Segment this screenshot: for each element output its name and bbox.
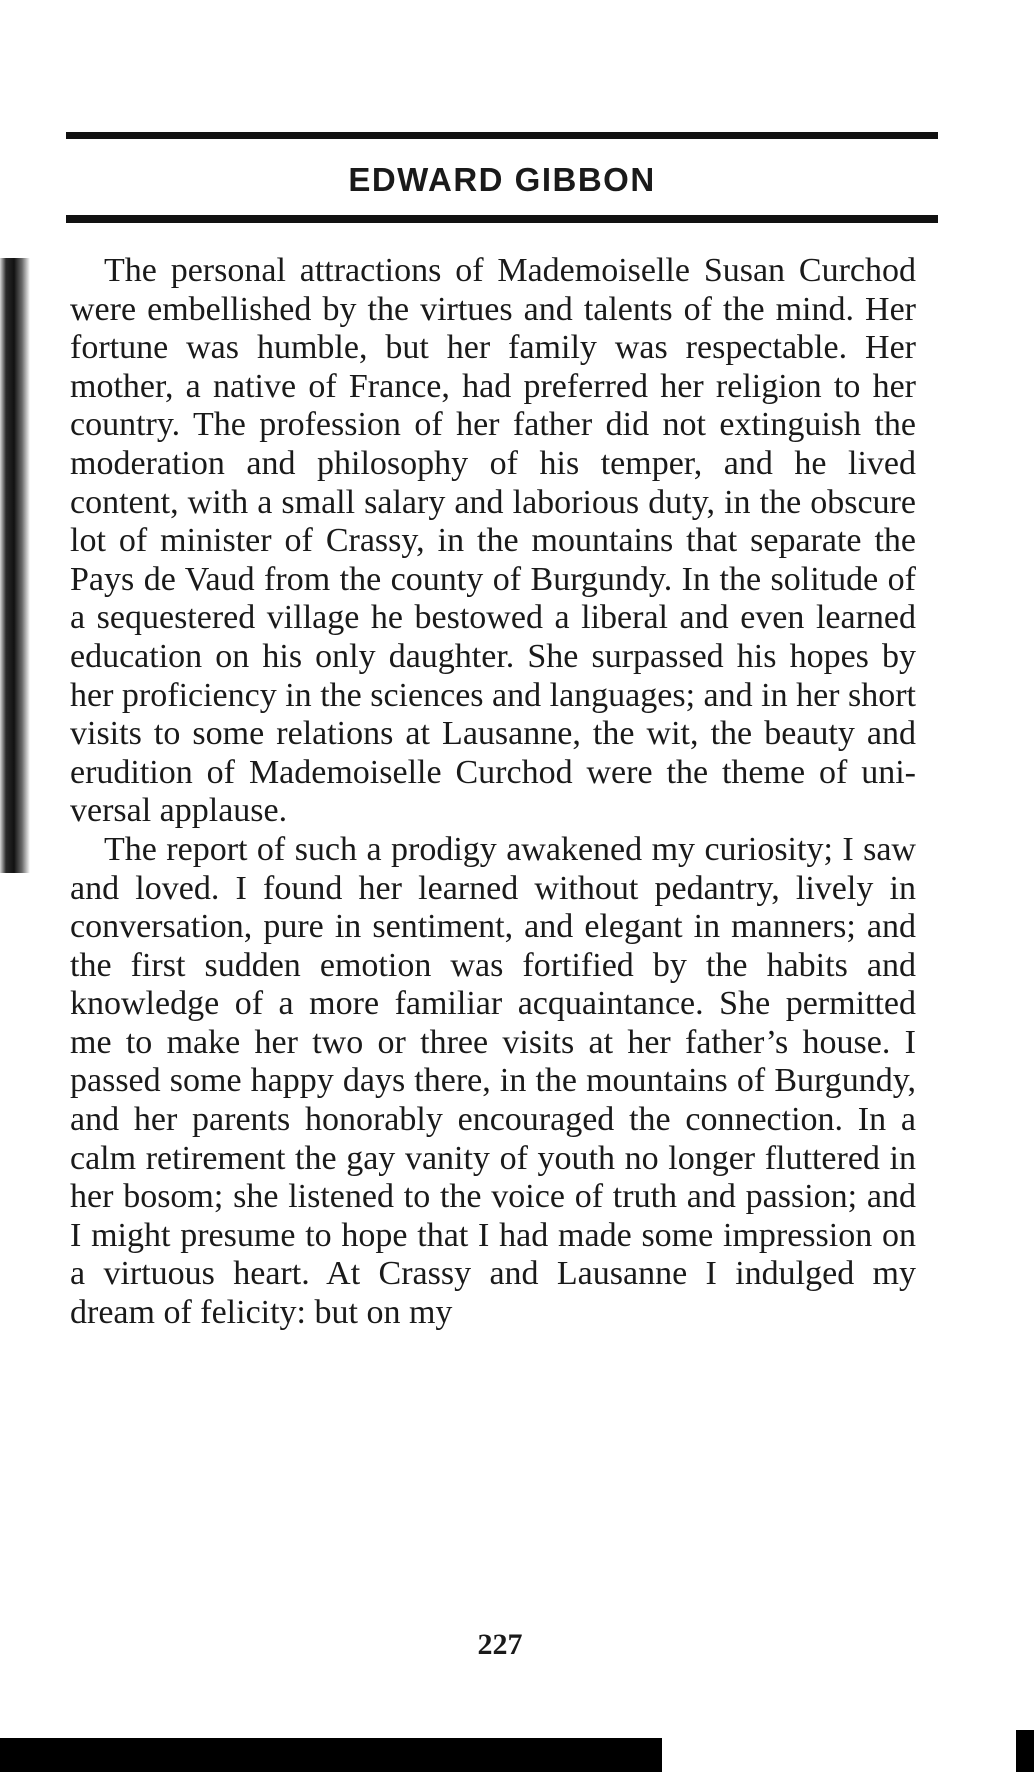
- page-number: 227: [477, 1628, 523, 1661]
- scan-edge-band: [0, 1738, 662, 1772]
- header-top-rule: [66, 132, 938, 139]
- paragraph-2: The report of such a prodigy awakened my curiosity; I saw and loved. I found her learned without pedantry, lively in conversation, pure in sentiment, and elegant in manners; and the first sudden emotion was fortified by the habits and knowledge of a more familiar acquaintance. She permitted me to make her two or three visits at her father’s house. I passed some happy days there, in the mountains of Burgundy, and her parents honorably encouraged the connection. In a calm retirement the gay vanity of youth no longer fluttered in her bosom; she listened to the voice of truth and passion; and I might presume to hope that I had made some impression on a virtuous heart. At Crassy and Lausanne I indulged my dream of felicity: but on my: [70, 830, 916, 1332]
- binding-shadow: [0, 258, 30, 873]
- scan-edge-mark: [1016, 1730, 1034, 1772]
- running-head: EDWARD GIBBON: [348, 161, 656, 198]
- header-bottom-rule: [66, 215, 938, 223]
- body-text: [70, 252, 916, 1333]
- paragraph-1: The personal attractions of Mademoiselle Susan Curchod were embellished by the virtues and talents of the mind. Her fortune was humble, but her family was respectable. Her mother, a native of France, had preferred her religion to her country. The profession of her father did not extinguish the moderation and philosophy of his temper, and he lived content, with a small salary and laborious duty, in the obscure lot of minister of Crassy, in the mountains that separate the Pays de Vaud from the county of Burgundy. In the solitude of a sequestered village he bestowed a liberal and even learned education on his only daughter. She surpassed his hopes by her proficiency in the sciences and languages; and in her short visits to some relations at Lausanne, the wit, the beauty and erudition of Mademoiselle Curchod were the theme of universal applause.: [70, 252, 916, 830]
